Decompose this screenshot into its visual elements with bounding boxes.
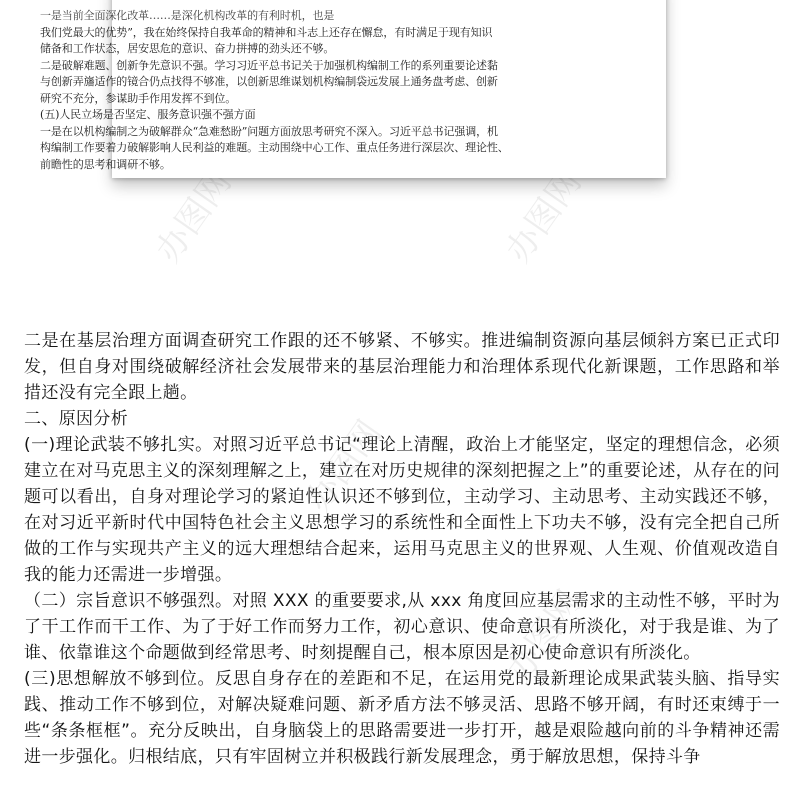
preview-line: 二是破解难题、创新争先意识不强。学习习近平总书记关于加强机构编制工作的系列重要论述黏 xyxy=(40,58,498,72)
preview-line: 一是当前全面深化改革……是深化机构改革的有利时机，也是 xyxy=(40,9,335,22)
preview-line: 研究不充分，参谋助手作用发挥不到位。 xyxy=(40,91,237,105)
preview-line: 我们党最大的优势”，我在始终保持自我革命的精神和斗志上还存在懈怠，有时满足于现有知识 xyxy=(40,25,493,39)
paragraph-thought-liberation: (三)思想解放不够到位。反思自身存在的差距和不足，在运用党的最新理论成果武装头脑、指导实践、推动工作不够到位，对解决疑难问题、新矛盾方法不够灵活、思路不够开阔，有时还束缚于一些“条条框框”。充分反映出，自身脑袋上的思路需要进一步打开，越是艰险越向前的斗争精神还需进一步强化。归根结底，只有牢固树立并积极践行新发展理念，勇于解放思想，保持斗争 xyxy=(24,669,780,767)
watermark: 办图网 xyxy=(148,163,240,270)
document-preview-text xyxy=(40,9,640,173)
preview-line: 储备和工作状态，居安思危的意识、奋力拼搏的劲头还不够。 xyxy=(40,42,335,55)
paragraph-purpose-awareness: （二）宗旨意识不够强烈。对照 XXX 的重要要求,从 xxx 角度回应基层需求的主动性不够，平时为了干工作而干工作、为了于好工作而努力工作，初心意识、使命意识有所淡化，对于我是谁、为了谁、依靠谁这个命题做到经常思考、时刻提醒自己，根本原因是初心使命意识有所淡化。 xyxy=(24,591,780,663)
preview-line: 构编制工作要着力破解影响人民利益的难题。主动围绕中心工作、重点任务进行深层次、理论性、 xyxy=(40,141,509,154)
watermark: 办图网 xyxy=(298,413,390,520)
paragraph-grassroots-governance: 二是在基层治理方面调查研究工作跟的还不够紧、不够实。推进编制资源向基层倾斜方案已正式印发，但自身对围绕破解经济社会发展带来的基层治理能力和治理体系现代化新课题，工作思路和举措还没有完全跟上趟。 xyxy=(24,331,780,403)
watermark: 办图网 xyxy=(498,583,590,690)
preview-line: 一是在以机构编制之为破解群众“急难愁盼”问题方面放思考研究不深入。习近平总书记强调，机 xyxy=(40,124,498,138)
paragraph-theory: (一)理论武装不够扎实。对照习近平总书记“理论上清醒，政治上才能坚定，坚定的理想信念，必须建立在对马克思主义的深刻理解之上，建立在对历史规律的深刻把握之上”的重要论述，从存在的问题可以看出，自身对理论学习的紧迫性认识还不够到位，主动学习、主动思考、主动实践还不够，在对习近平新时代中国特色社会主义思想学习的系统性和全面性上下功夫不够，没有完全把自己所做的工作与实现共产主义的远大理想结合起来，运用马克思主义的世界观、人生观、价值观改造自我的能力还需进一步增强。 xyxy=(24,435,780,585)
preview-line: 前瞻性的思考和调研不够。 xyxy=(40,157,171,171)
preview-line: 与创新弄旛适作的镜合仍点找得不够准，以创新思维谋划机构编制袋远发展上通务盘考虑、创新 xyxy=(40,75,498,88)
watermark: 办图网 xyxy=(498,163,590,270)
preview-line: (五)人民立场是否坚定、服务意识强不强方面 xyxy=(40,108,256,121)
document-body xyxy=(24,328,780,770)
section-heading-cause-analysis: 二、原因分析 xyxy=(24,409,129,429)
